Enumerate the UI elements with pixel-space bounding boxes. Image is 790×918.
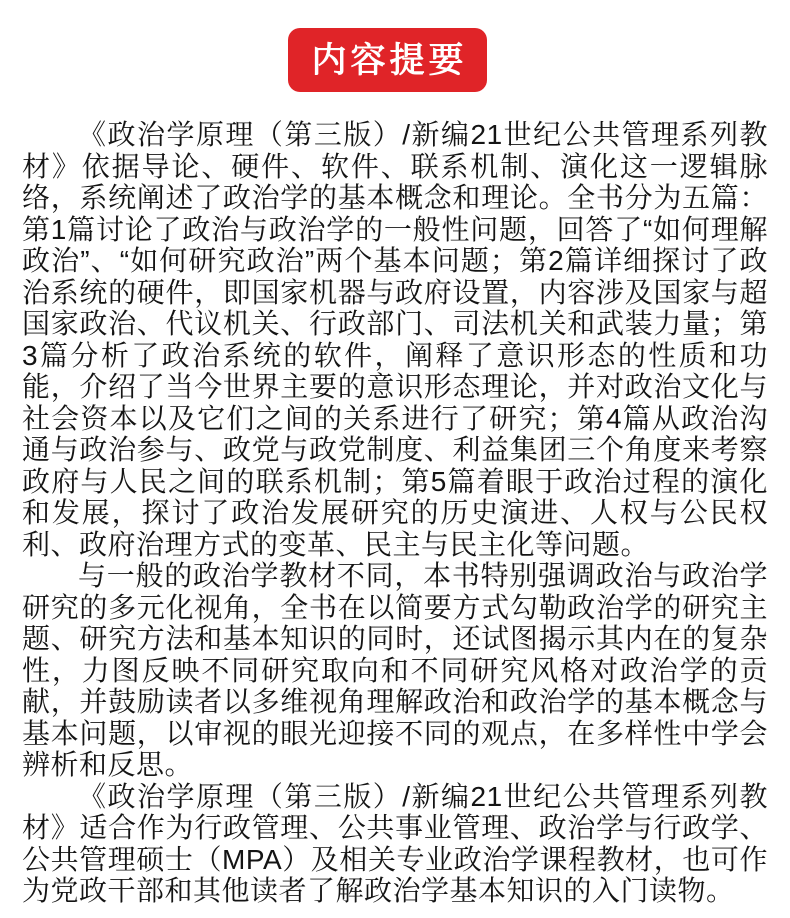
summary-text-block xyxy=(22,119,768,907)
section-title: 内容提要 xyxy=(311,40,468,80)
section-title-badge xyxy=(288,28,487,92)
summary-paragraph-structure: 《政治学原理（第三版）/新编21世纪公共管理系列教材》依据导论、硬件、软件、联系机制、演化这一逻辑脉络，系统阐述了政治学的基本概念和理论。全书分为五篇：第1篇讨论了政治与政治学的一般性问题，回答了“如何理解政治”、“如何研究政治”两个基本问题；第2篇详细探讨了政治系统的硬件，即国家机器与政府设置，内容涉及国家与超国家政治、代议机关、行政部门、司法机关和武装力量；第3篇分析了政治系统的软件，阐释了意识形态的性质和功能，介绍了当今世界主要的意识形态理论，并对政治文化与社会资本以及它们之间的关系进行了研究；第4篇从政治沟通与政治参与、政党与政党制度、利益集团三个角度来考察政府与人民之间的联系机制；第5篇着眼于政治过程的演化和发展，探讨了政治发展研究的历史演进、人权与公民权利、政府治理方式的变革、民主与民主化等问题。 xyxy=(22,119,768,560)
summary-paragraph-approach: 与一般的政治学教材不同，本书特别强调政治与政治学研究的多元化视角，全书在以简要方式勾勒政治学的研究主题、研究方法和基本知识的同时，还试图揭示其内在的复杂性，力图反映不同研究取向和不同研究风格对政治学的贡献，并鼓励读者以多维视角理解政治和政治学的基本概念与基本问题，以审视的眼光迎接不同的观点，在多样性中学会辨析和反思。 xyxy=(22,560,768,780)
summary-paragraph-audience: 《政治学原理（第三版）/新编21世纪公共管理系列教材》适合作为行政管理、公共事业管理、政治学与行政学、公共管理硕士（MPA）及相关专业政治学课程教材，也可作为党政干部和其他读者了解政治学基本知识的入门读物。 xyxy=(22,780,768,906)
